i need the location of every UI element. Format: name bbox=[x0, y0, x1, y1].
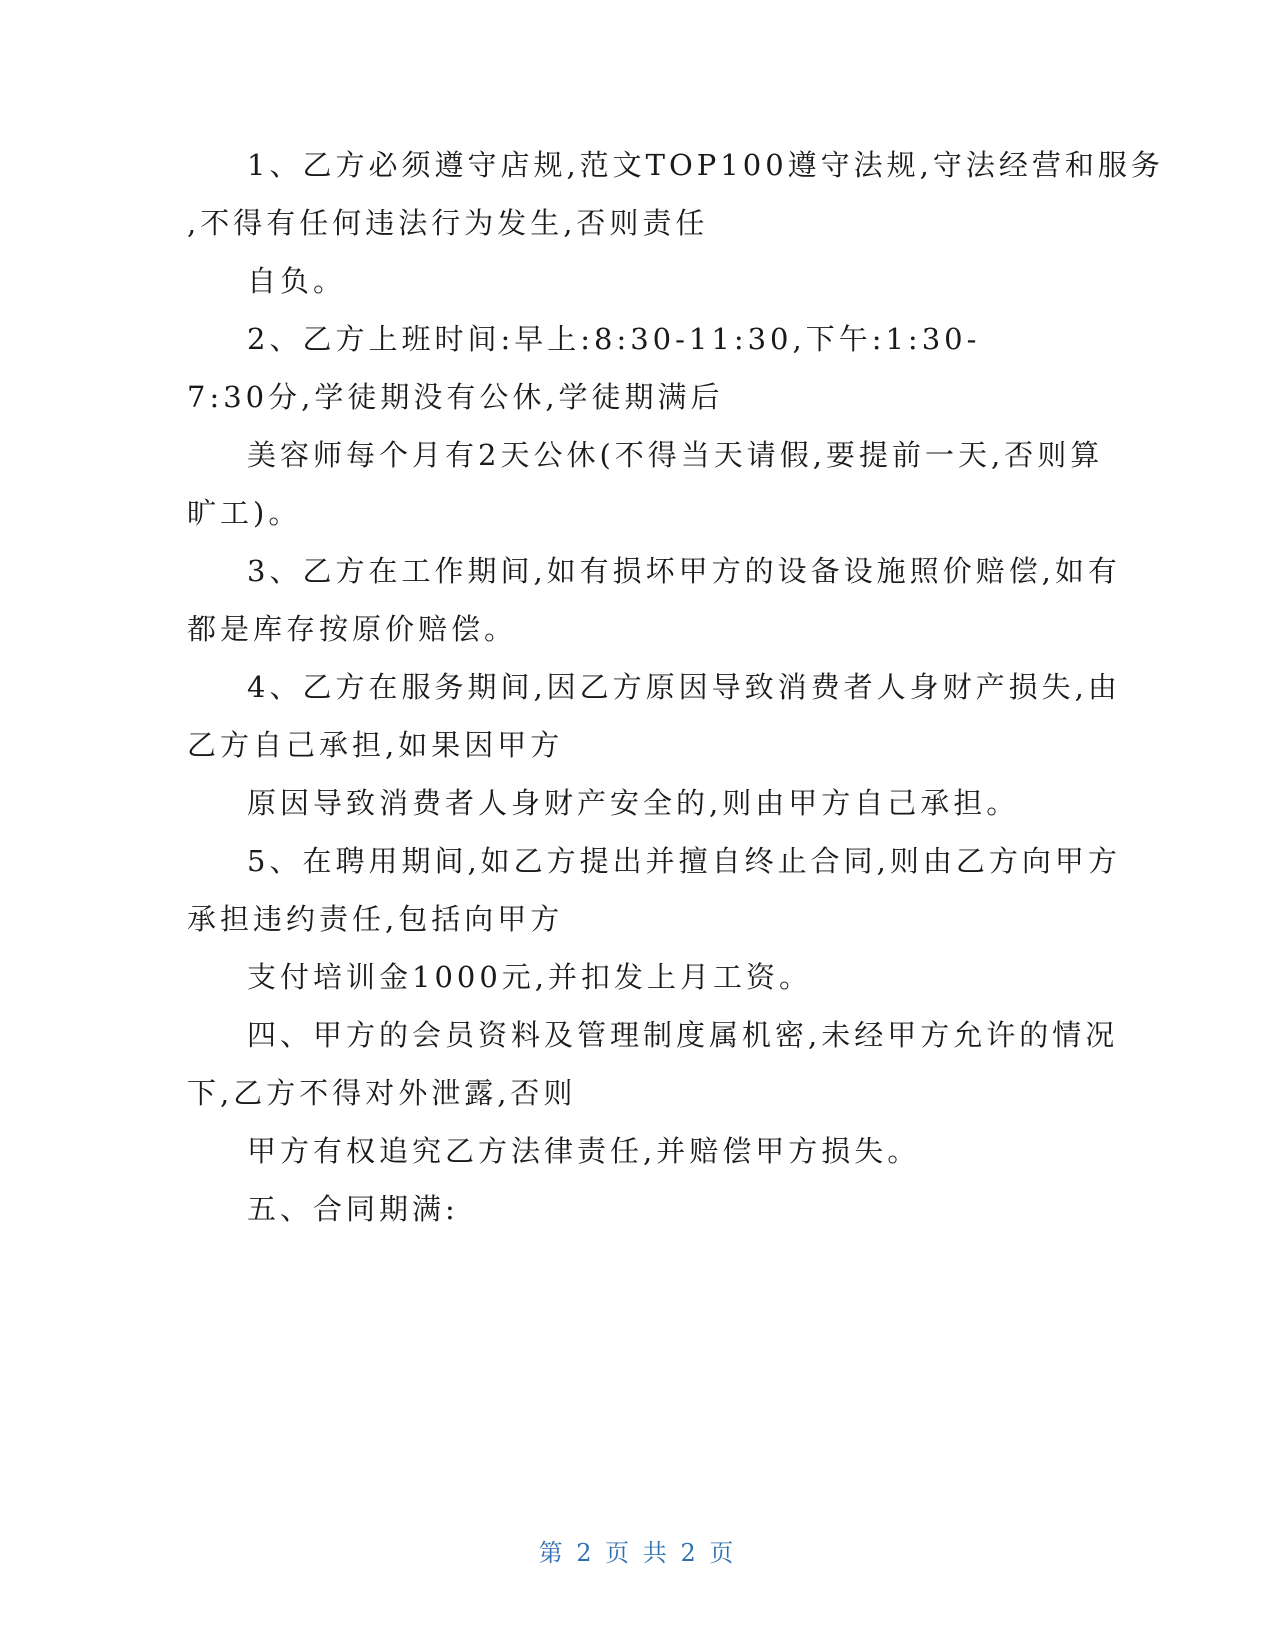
text-line: 自负。 bbox=[247, 264, 347, 298]
text-line: 1、乙方必须遵守店规,范文TOP100遵守法规,守法经营和服务 bbox=[247, 148, 1164, 182]
text-line: 3、乙方在工作期间,如有损坏甲方的设备设施照价赔偿,如有 bbox=[247, 554, 1121, 588]
text-line: 支付培训金1000元,并扣发上月工资。 bbox=[247, 960, 813, 994]
page-number-footer: 第 2 页 共 2 页 bbox=[538, 1539, 737, 1567]
text-line: 五、合同期满: bbox=[247, 1192, 459, 1226]
text-line: 4、乙方在服务期间,因乙方原因导致消费者人身财产损失,由 bbox=[247, 670, 1121, 704]
text-line: 甲方有权追究乙方法律责任,并赔偿甲方损失。 bbox=[247, 1134, 921, 1168]
text-line: 乙方自己承担,如果因甲方 bbox=[187, 728, 564, 762]
text-line: 5、在聘用期间,如乙方提出并擅自终止合同,则由乙方向甲方 bbox=[247, 844, 1121, 878]
text-line: 下,乙方不得对外泄露,否则 bbox=[187, 1076, 577, 1110]
text-line: 承担违约责任,包括向甲方 bbox=[187, 902, 564, 936]
text-line: 旷工)。 bbox=[187, 496, 302, 530]
text-line: 原因导致消费者人身财产安全的,则由甲方自己承担。 bbox=[247, 786, 1020, 820]
text-line: 四、甲方的会员资料及管理制度属机密,未经甲方允许的情况 bbox=[247, 1018, 1119, 1052]
text-line: 7:30分,学徒期没有公休,学徒期满后 bbox=[187, 380, 724, 414]
text-line: 2、乙方上班时间:早上:8:30-11:30,下午:1:30- bbox=[247, 322, 981, 356]
text-line: ,不得有任何违法行为发生,否则责任 bbox=[187, 206, 709, 240]
text-line: 都是库存按原价赔偿。 bbox=[187, 612, 518, 646]
text-line: 美容师每个月有2天公休(不得当天请假,要提前一天,否则算 bbox=[247, 438, 1104, 472]
